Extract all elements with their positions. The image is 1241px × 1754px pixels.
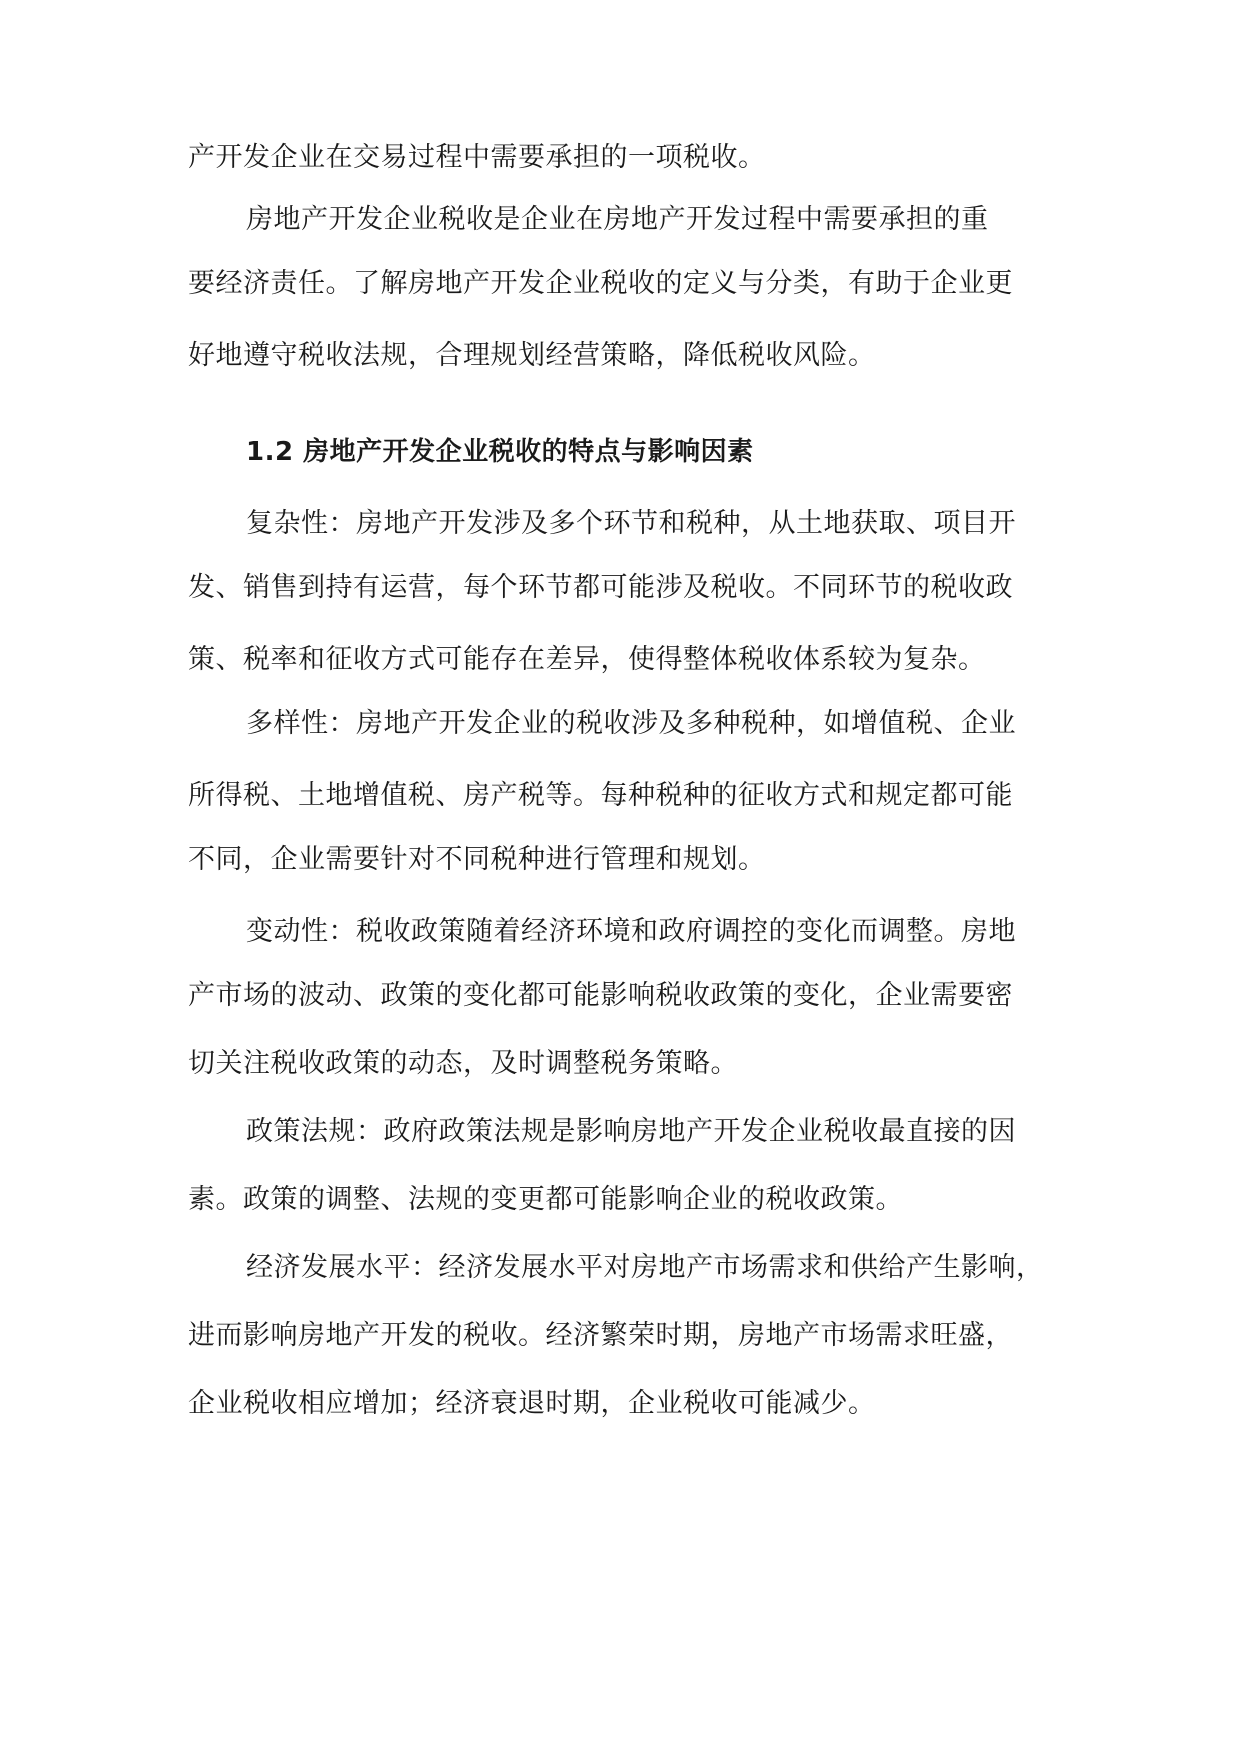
paragraph-line: 进而影响房地产开发的税收。经济繁荣时期，房地产市场需求旺盛，: [188, 1320, 1013, 1351]
paragraph-line: 政策法规：政府政策法规是影响房地产开发企业税收最直接的因: [246, 1116, 1016, 1147]
paragraph-line: 复杂性：房地产开发涉及多个环节和税种，从土地获取、项目开: [246, 508, 1016, 539]
paragraph-line: 发、销售到持有运营，每个环节都可能涉及税收。不同环节的税收政: [188, 572, 1013, 603]
paragraph-line: 素。政策的调整、法规的变更都可能影响企业的税收政策。: [188, 1184, 903, 1215]
paragraph-line: 不同，企业需要针对不同税种进行管理和规划。: [188, 844, 766, 875]
paragraph-line: 产市场的波动、政策的变化都可能影响税收政策的变化，企业需要密: [188, 980, 1013, 1011]
paragraph-line: 产开发企业在交易过程中需要承担的一项税收。: [188, 142, 766, 173]
paragraph-line: 好地遵守税收法规，合理规划经营策略，降低税收风险。: [188, 340, 876, 371]
paragraph-line: 房地产开发企业税收是企业在房地产开发过程中需要承担的重: [246, 204, 989, 235]
paragraph-line: 要经济责任。了解房地产开发企业税收的定义与分类，有助于企业更: [188, 268, 1013, 299]
paragraph-line: 变动性：税收政策随着经济环境和政府调控的变化而调整。房地: [246, 916, 1016, 947]
section-heading: 1.2 房地产开发企业税收的特点与影响因素: [246, 437, 754, 467]
paragraph-line: 所得税、土地增值税、房产税等。每种税种的征收方式和规定都可能: [188, 780, 1013, 811]
paragraph-line: 企业税收相应增加；经济衰退时期，企业税收可能减少。: [188, 1388, 876, 1419]
paragraph-line: 切关注税收政策的动态，及时调整税务策略。: [188, 1048, 738, 1079]
paragraph-line: 多样性：房地产开发企业的税收涉及多种税种，如增值税、企业: [246, 708, 1016, 739]
paragraph-line: 策、税率和征收方式可能存在差异，使得整体税收体系较为复杂。: [188, 644, 986, 675]
paragraph-line: 经济发展水平：经济发展水平对房地产市场需求和供给产生影响，: [246, 1252, 1044, 1283]
